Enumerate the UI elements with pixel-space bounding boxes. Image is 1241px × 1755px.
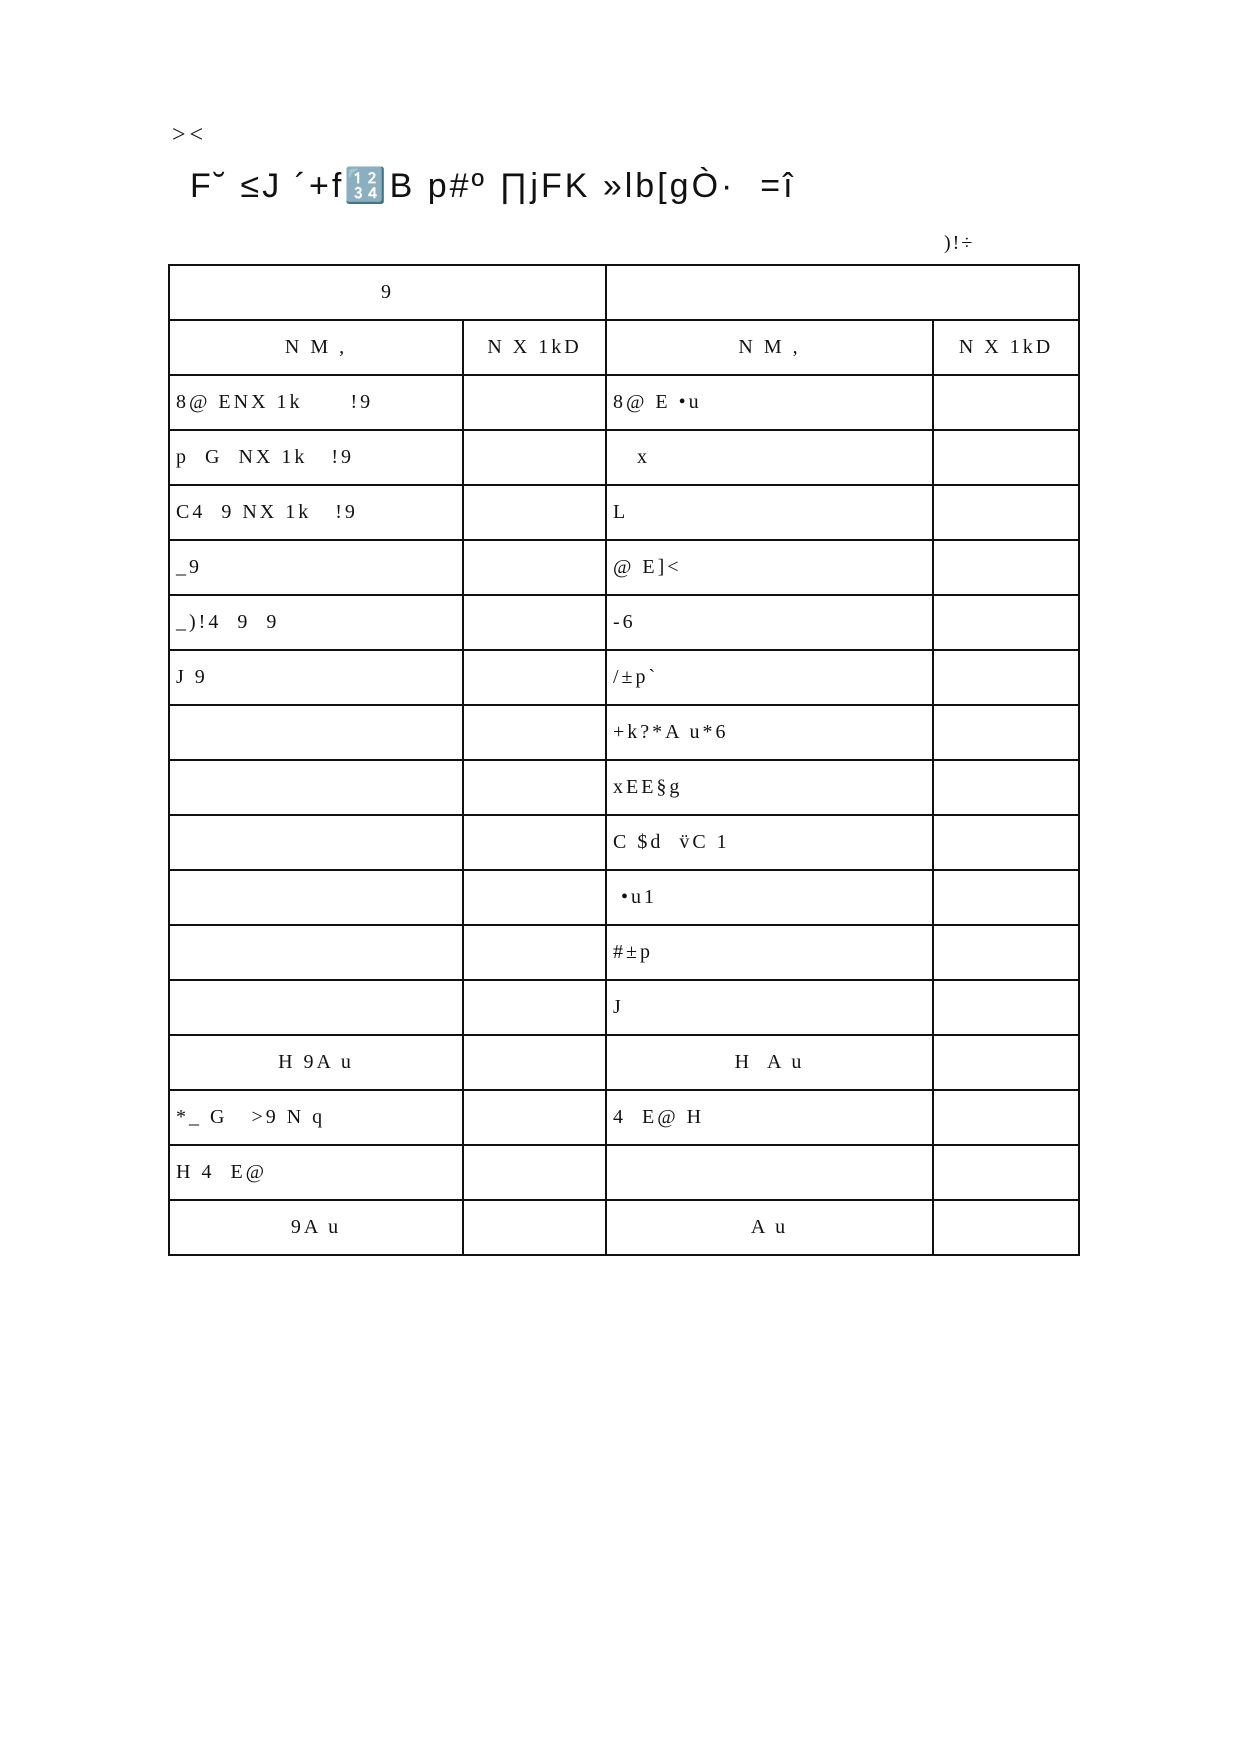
right-item-value: [933, 1090, 1079, 1145]
left-item-value: [463, 430, 606, 485]
table-row: [169, 925, 1079, 980]
right-item-value: [933, 1145, 1079, 1200]
column-header-row: [169, 320, 1079, 375]
form-table: [168, 264, 1080, 1256]
right-item-value: [933, 815, 1079, 870]
right-item-name: x: [606, 430, 933, 485]
table-row: [169, 485, 1079, 540]
left-value-header: N X 1kD: [463, 320, 606, 375]
left-item-value: [463, 925, 606, 980]
left-item-name: _)!4 9 9: [169, 595, 463, 650]
right-item-name: 4 E@ H: [606, 1090, 933, 1145]
left-item-name: p G NX 1k !9: [169, 430, 463, 485]
right-item-name: A u: [606, 1200, 933, 1255]
table-row: [169, 980, 1079, 1035]
right-name-header: N M ,: [606, 320, 933, 375]
left-item-value: [463, 760, 606, 815]
right-item-value: [933, 870, 1079, 925]
left-item-name: [169, 815, 463, 870]
right-item-name: +k?*A u*6: [606, 705, 933, 760]
left-item-name: H 9A u: [169, 1035, 463, 1090]
left-item-name: *_ G >9 N q: [169, 1090, 463, 1145]
left-item-name: C4 9 NX 1k !9: [169, 485, 463, 540]
table-row: [169, 815, 1079, 870]
table-row: [169, 650, 1079, 705]
right-item-value: [933, 925, 1079, 980]
table-row: [169, 595, 1079, 650]
right-item-value: [933, 485, 1079, 540]
left-item-value: [463, 1090, 606, 1145]
left-name-header: N M ,: [169, 320, 463, 375]
table-row: [169, 430, 1079, 485]
table-row: [169, 760, 1079, 815]
right-item-name: J: [606, 980, 933, 1035]
table-row: [169, 1090, 1079, 1145]
right-item-value: [933, 980, 1079, 1035]
right-item-value: [933, 760, 1079, 815]
left-item-name: [169, 870, 463, 925]
left-section-header: 9: [169, 265, 606, 320]
left-item-value: [463, 980, 606, 1035]
page-title: F˘ ≤J ´+f🔢B p#º ∏jFK »lb[gÒ· =î: [190, 167, 796, 205]
left-item-value: [463, 705, 606, 760]
right-item-value: [933, 1200, 1079, 1255]
page-label: ><: [172, 122, 208, 148]
right-section-header: [606, 265, 1079, 320]
table-row: [169, 1035, 1079, 1090]
left-item-value: [463, 650, 606, 705]
right-item-name: L: [606, 485, 933, 540]
table-row: [169, 1200, 1079, 1255]
left-item-name: [169, 760, 463, 815]
table-row: [169, 1145, 1079, 1200]
right-item-value: [933, 1035, 1079, 1090]
right-item-name: #±p: [606, 925, 933, 980]
left-item-value: [463, 1035, 606, 1090]
right-value-header: N X 1kD: [933, 320, 1079, 375]
right-item-name: H A u: [606, 1035, 933, 1090]
right-item-value: [933, 705, 1079, 760]
left-item-name: [169, 925, 463, 980]
right-item-name: @ E]<: [606, 540, 933, 595]
right-item-name: 8@ E •u: [606, 375, 933, 430]
section-header-row: [169, 265, 1079, 320]
right-item-name: C $d v̈C 1: [606, 815, 933, 870]
right-item-name: /±p`: [606, 650, 933, 705]
left-item-value: [463, 1145, 606, 1200]
left-item-value: [463, 540, 606, 595]
table-row: [169, 540, 1079, 595]
right-item-name: •u1: [606, 870, 933, 925]
left-item-value: [463, 870, 606, 925]
table-row: [169, 705, 1079, 760]
right-item-name: xEE§g: [606, 760, 933, 815]
left-item-value: [463, 815, 606, 870]
left-item-name: H 4 E@: [169, 1145, 463, 1200]
left-item-value: [463, 1200, 606, 1255]
table-row: [169, 870, 1079, 925]
right-item-name: -6: [606, 595, 933, 650]
left-item-name: J 9: [169, 650, 463, 705]
table-row: [169, 375, 1079, 430]
left-item-value: [463, 485, 606, 540]
right-item-value: [933, 595, 1079, 650]
right-item-name: [606, 1145, 933, 1200]
left-item-value: [463, 375, 606, 430]
unit-note: )!÷: [944, 232, 975, 254]
right-item-value: [933, 375, 1079, 430]
left-item-name: _9: [169, 540, 463, 595]
right-item-value: [933, 540, 1079, 595]
right-item-value: [933, 430, 1079, 485]
left-item-name: [169, 980, 463, 1035]
left-item-name: 9A u: [169, 1200, 463, 1255]
left-item-name: [169, 705, 463, 760]
left-item-name: 8@ ENX 1k !9: [169, 375, 463, 430]
left-item-value: [463, 595, 606, 650]
right-item-value: [933, 650, 1079, 705]
